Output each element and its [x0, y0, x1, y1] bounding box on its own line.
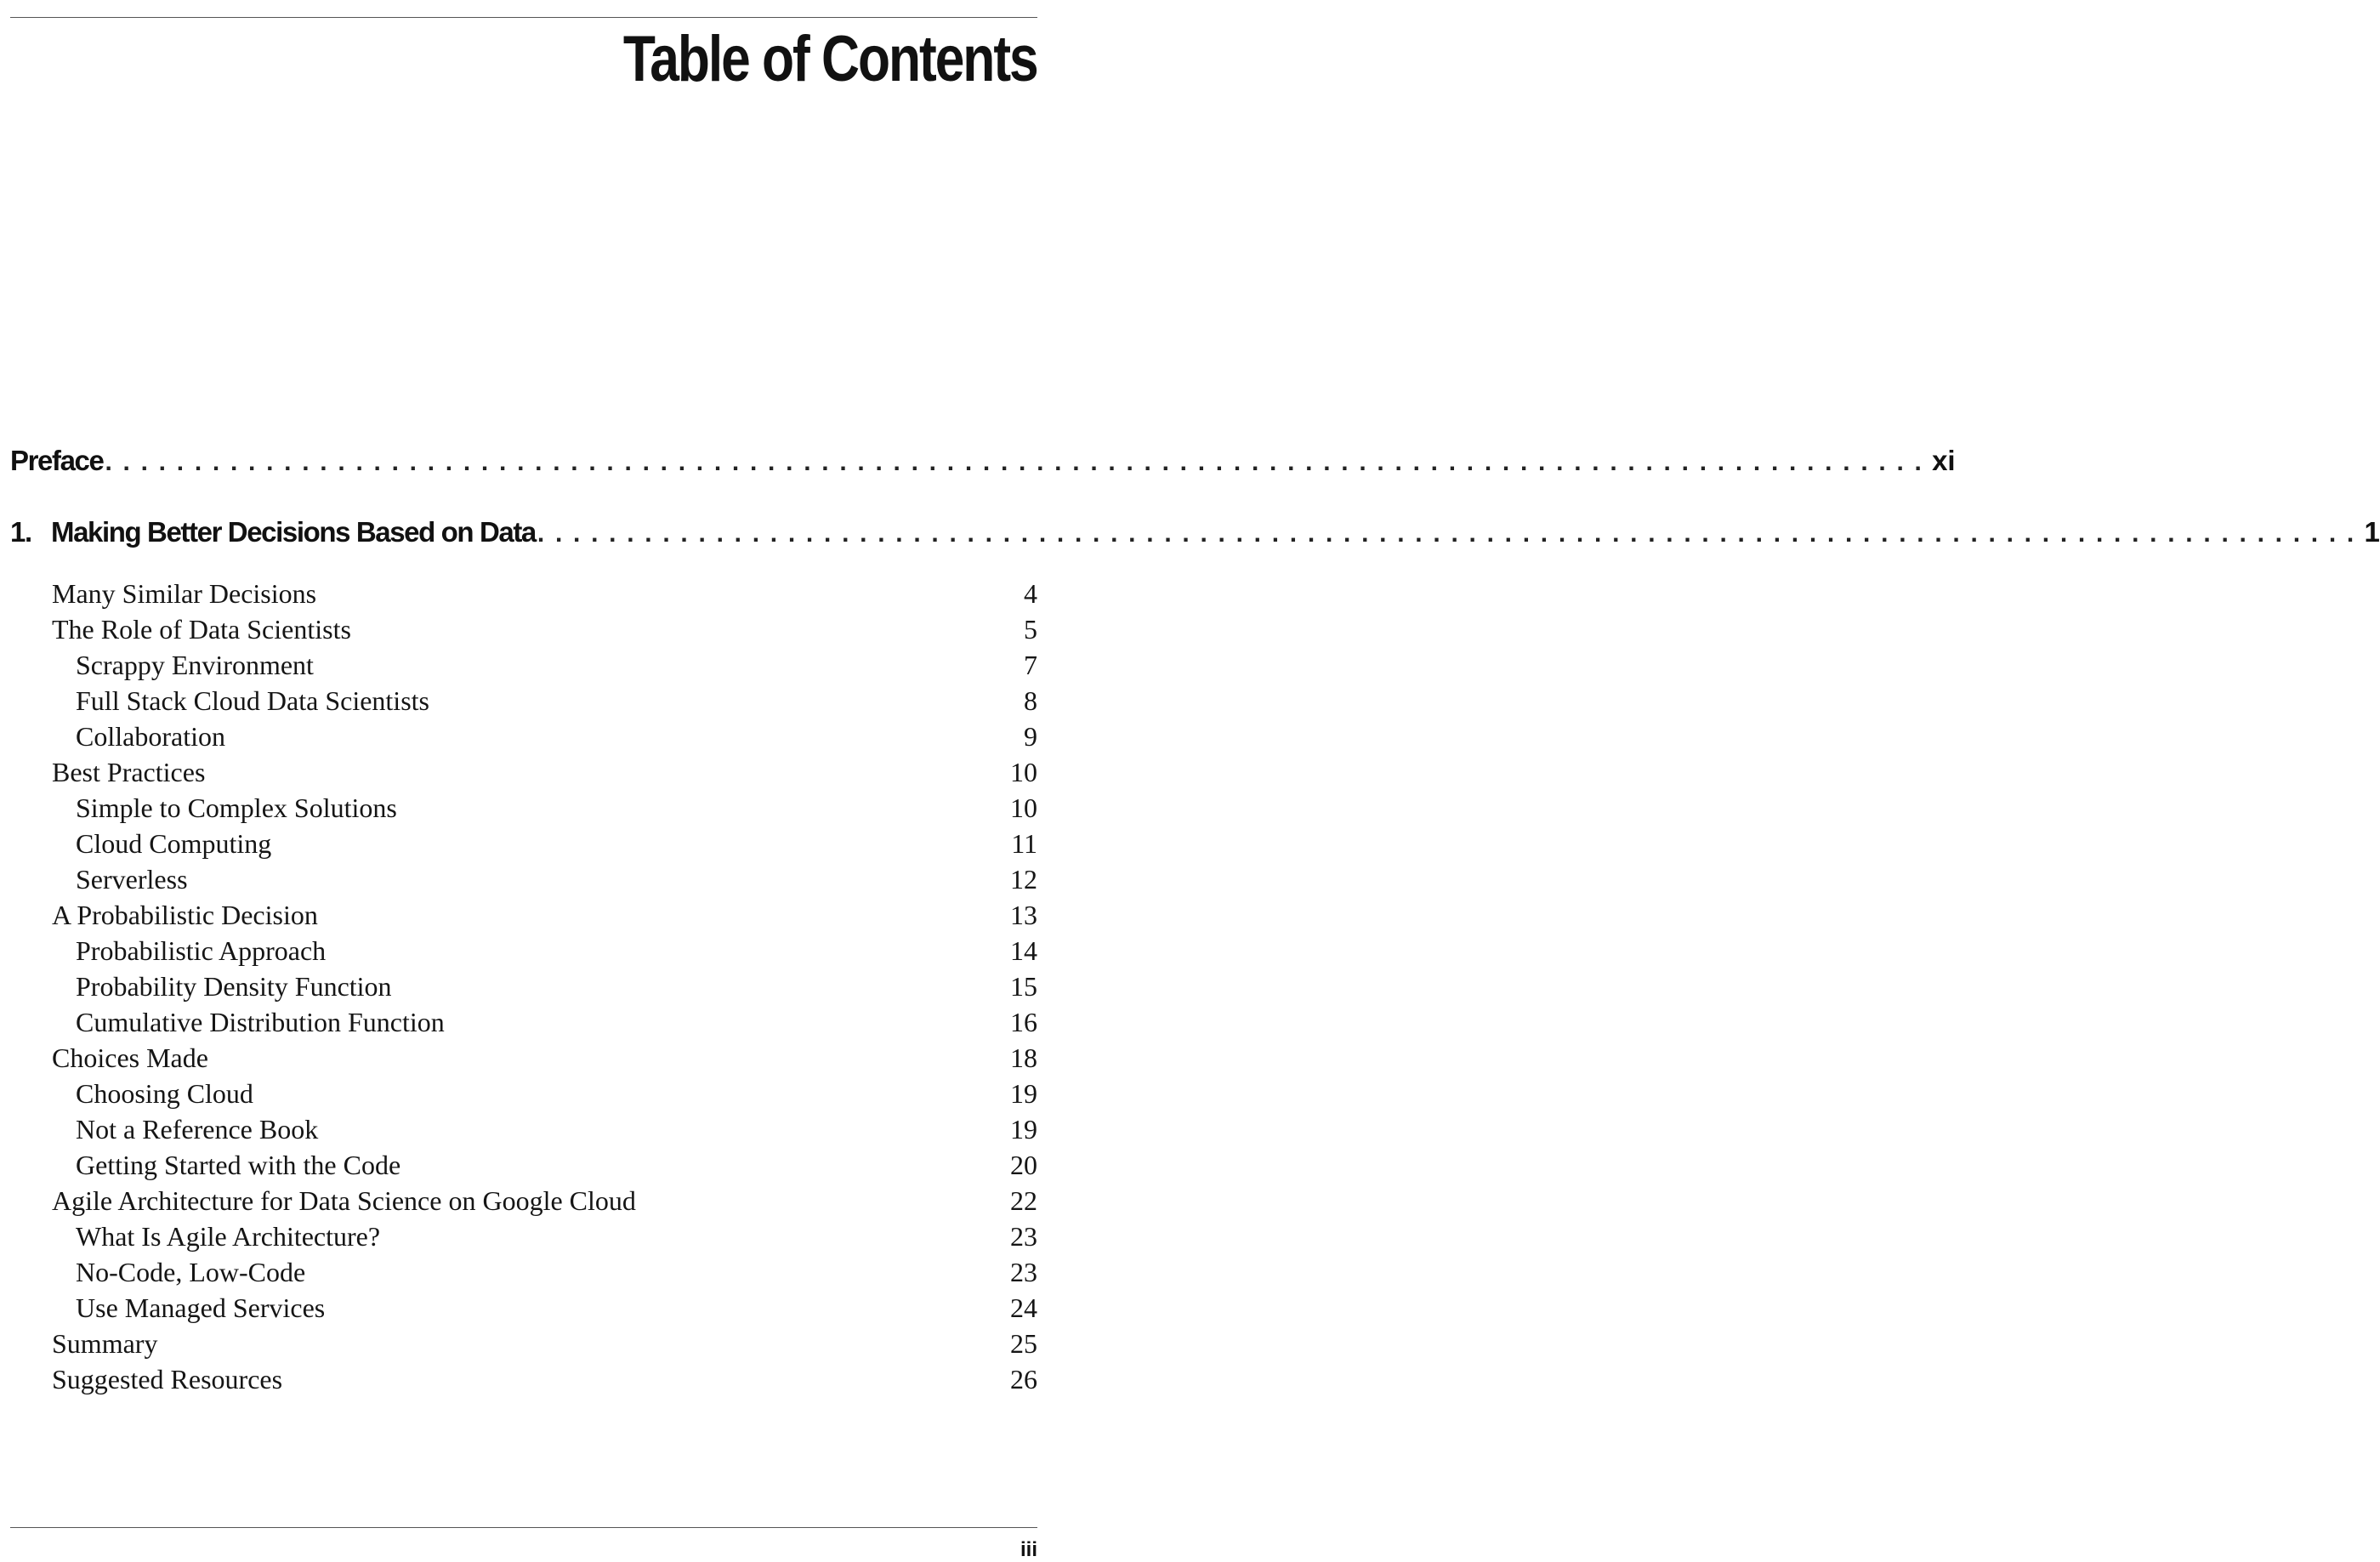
toc-section[interactable] [52, 1362, 1037, 1396]
toc-section[interactable] [52, 577, 1037, 611]
toc-entry-chapter-1[interactable] [10, 514, 2380, 551]
subsection-title: Full Stack Cloud Data Scientists [76, 685, 429, 716]
section-page: 13 [1010, 900, 1037, 930]
subsection-page: 8 [1024, 685, 1037, 716]
subsection-page: 19 [1010, 1078, 1037, 1109]
subsection-page: 24 [1010, 1292, 1037, 1323]
toc-subsection[interactable] [76, 719, 1037, 753]
subsection-title: Probabilistic Approach [76, 935, 327, 966]
subsection-title: What Is Agile Architecture? [76, 1221, 381, 1252]
section-title: The Role of Data Scientists [52, 614, 351, 645]
section-title: Suggested Resources [52, 1364, 283, 1394]
toc-subsection[interactable] [76, 791, 1037, 825]
section-title: Agile Architecture for Data Science on Google Cloud [52, 1185, 636, 1216]
section-page: 18 [1010, 1042, 1037, 1073]
section-page: 10 [1010, 757, 1037, 787]
subsection-title: Serverless [76, 864, 188, 895]
bottom-rule [10, 1527, 1037, 1528]
subsection-page: 14 [1010, 935, 1037, 966]
toc-subsection[interactable] [76, 969, 1037, 1003]
subsection-title: No-Code, Low-Code [76, 1257, 306, 1287]
toc-subsection[interactable] [76, 1076, 1037, 1110]
subsection-title: Collaboration [76, 721, 225, 752]
subsection-title: Simple to Complex Solutions [76, 792, 397, 823]
chapter-title: Making Better Decisions Based on Data [51, 516, 536, 548]
toc-subsection[interactable] [76, 1255, 1037, 1289]
dot-leader: . . . . . . . . . . . . . . . . . . . . . . . . . . . . . . . . . . . . . . . . . . . . . . . . . . . . . . . . . . . . . . . . . . . . . . . . . . . . . . . . . . . . . . . . . . . . . . . . . . . . . . [105, 448, 1924, 476]
toc-section[interactable] [52, 1041, 1037, 1075]
subsection-page: 20 [1010, 1150, 1037, 1180]
subsection-page: 19 [1010, 1114, 1037, 1145]
section-title: Choices Made [52, 1042, 208, 1073]
toc-section[interactable] [52, 755, 1037, 789]
page-title: Table of Contents [623, 23, 1037, 95]
preface-title: Preface [10, 445, 104, 476]
section-title: Best Practices [52, 757, 206, 787]
subsection-title: Not a Reference Book [76, 1114, 319, 1145]
subsection-title: Choosing Cloud [76, 1078, 253, 1109]
toc-subsection[interactable] [76, 826, 1037, 861]
toc-entry-preface[interactable] [10, 442, 1956, 480]
subsection-title: Getting Started with the Code [76, 1150, 401, 1180]
subsection-page: 10 [1010, 792, 1037, 823]
subsection-page: 23 [1010, 1221, 1037, 1252]
section-page: 25 [1010, 1328, 1037, 1359]
subsection-title: Probability Density Function [76, 971, 392, 1002]
toc-subsection[interactable] [76, 934, 1037, 968]
toc-subsection[interactable] [76, 1219, 1037, 1253]
subsection-page: 23 [1010, 1257, 1037, 1287]
toc-subsection[interactable] [76, 1005, 1037, 1039]
dot-leader: . . . . . . . . . . . . . . . . . . . . . . . . . . . . . . . . . . . . . . . . . . . . . . . . . . . . . . . . . . . . . . . . . . . . . . . . . . . . . . . . . . . . . . . . . . . . . . . . . . . . . . [537, 520, 2356, 548]
section-page: 4 [1024, 578, 1037, 609]
toc-subsection[interactable] [76, 1112, 1037, 1146]
toc-section[interactable] [52, 898, 1037, 932]
section-title: A Probabilistic Decision [52, 900, 318, 930]
toc-section[interactable] [52, 1184, 1037, 1218]
subsection-page: 11 [1011, 828, 1037, 859]
subsection-title: Cumulative Distribution Function [76, 1007, 445, 1037]
section-page: 26 [1010, 1364, 1037, 1394]
chapter-number: 1. [10, 516, 31, 548]
subsection-page: 7 [1024, 650, 1037, 680]
subsection-title: Cloud Computing [76, 828, 272, 859]
subsection-page: 15 [1010, 971, 1037, 1002]
toc-subsection[interactable] [76, 684, 1037, 718]
subsection-title: Use Managed Services [76, 1292, 326, 1323]
section-title: Many Similar Decisions [52, 578, 317, 609]
toc-section[interactable] [52, 612, 1037, 646]
subsection-page: 9 [1024, 721, 1037, 752]
toc-subsection[interactable] [76, 1148, 1037, 1182]
toc-subsection[interactable] [76, 648, 1037, 682]
subsection-title: Scrappy Environment [76, 650, 314, 680]
chapter-page: 1 [2364, 516, 2380, 548]
page-number: iii [1020, 1538, 1037, 1561]
toc-subsection[interactable] [76, 1291, 1037, 1325]
subsection-page: 12 [1010, 864, 1037, 895]
top-rule [10, 17, 1037, 18]
section-page: 22 [1010, 1185, 1037, 1216]
toc-subsection[interactable] [76, 862, 1037, 896]
section-page: 5 [1024, 614, 1037, 645]
section-title: Summary [52, 1328, 158, 1359]
preface-page: xi [1932, 445, 1956, 476]
subsection-page: 16 [1010, 1007, 1037, 1037]
toc-section[interactable] [52, 1326, 1037, 1360]
